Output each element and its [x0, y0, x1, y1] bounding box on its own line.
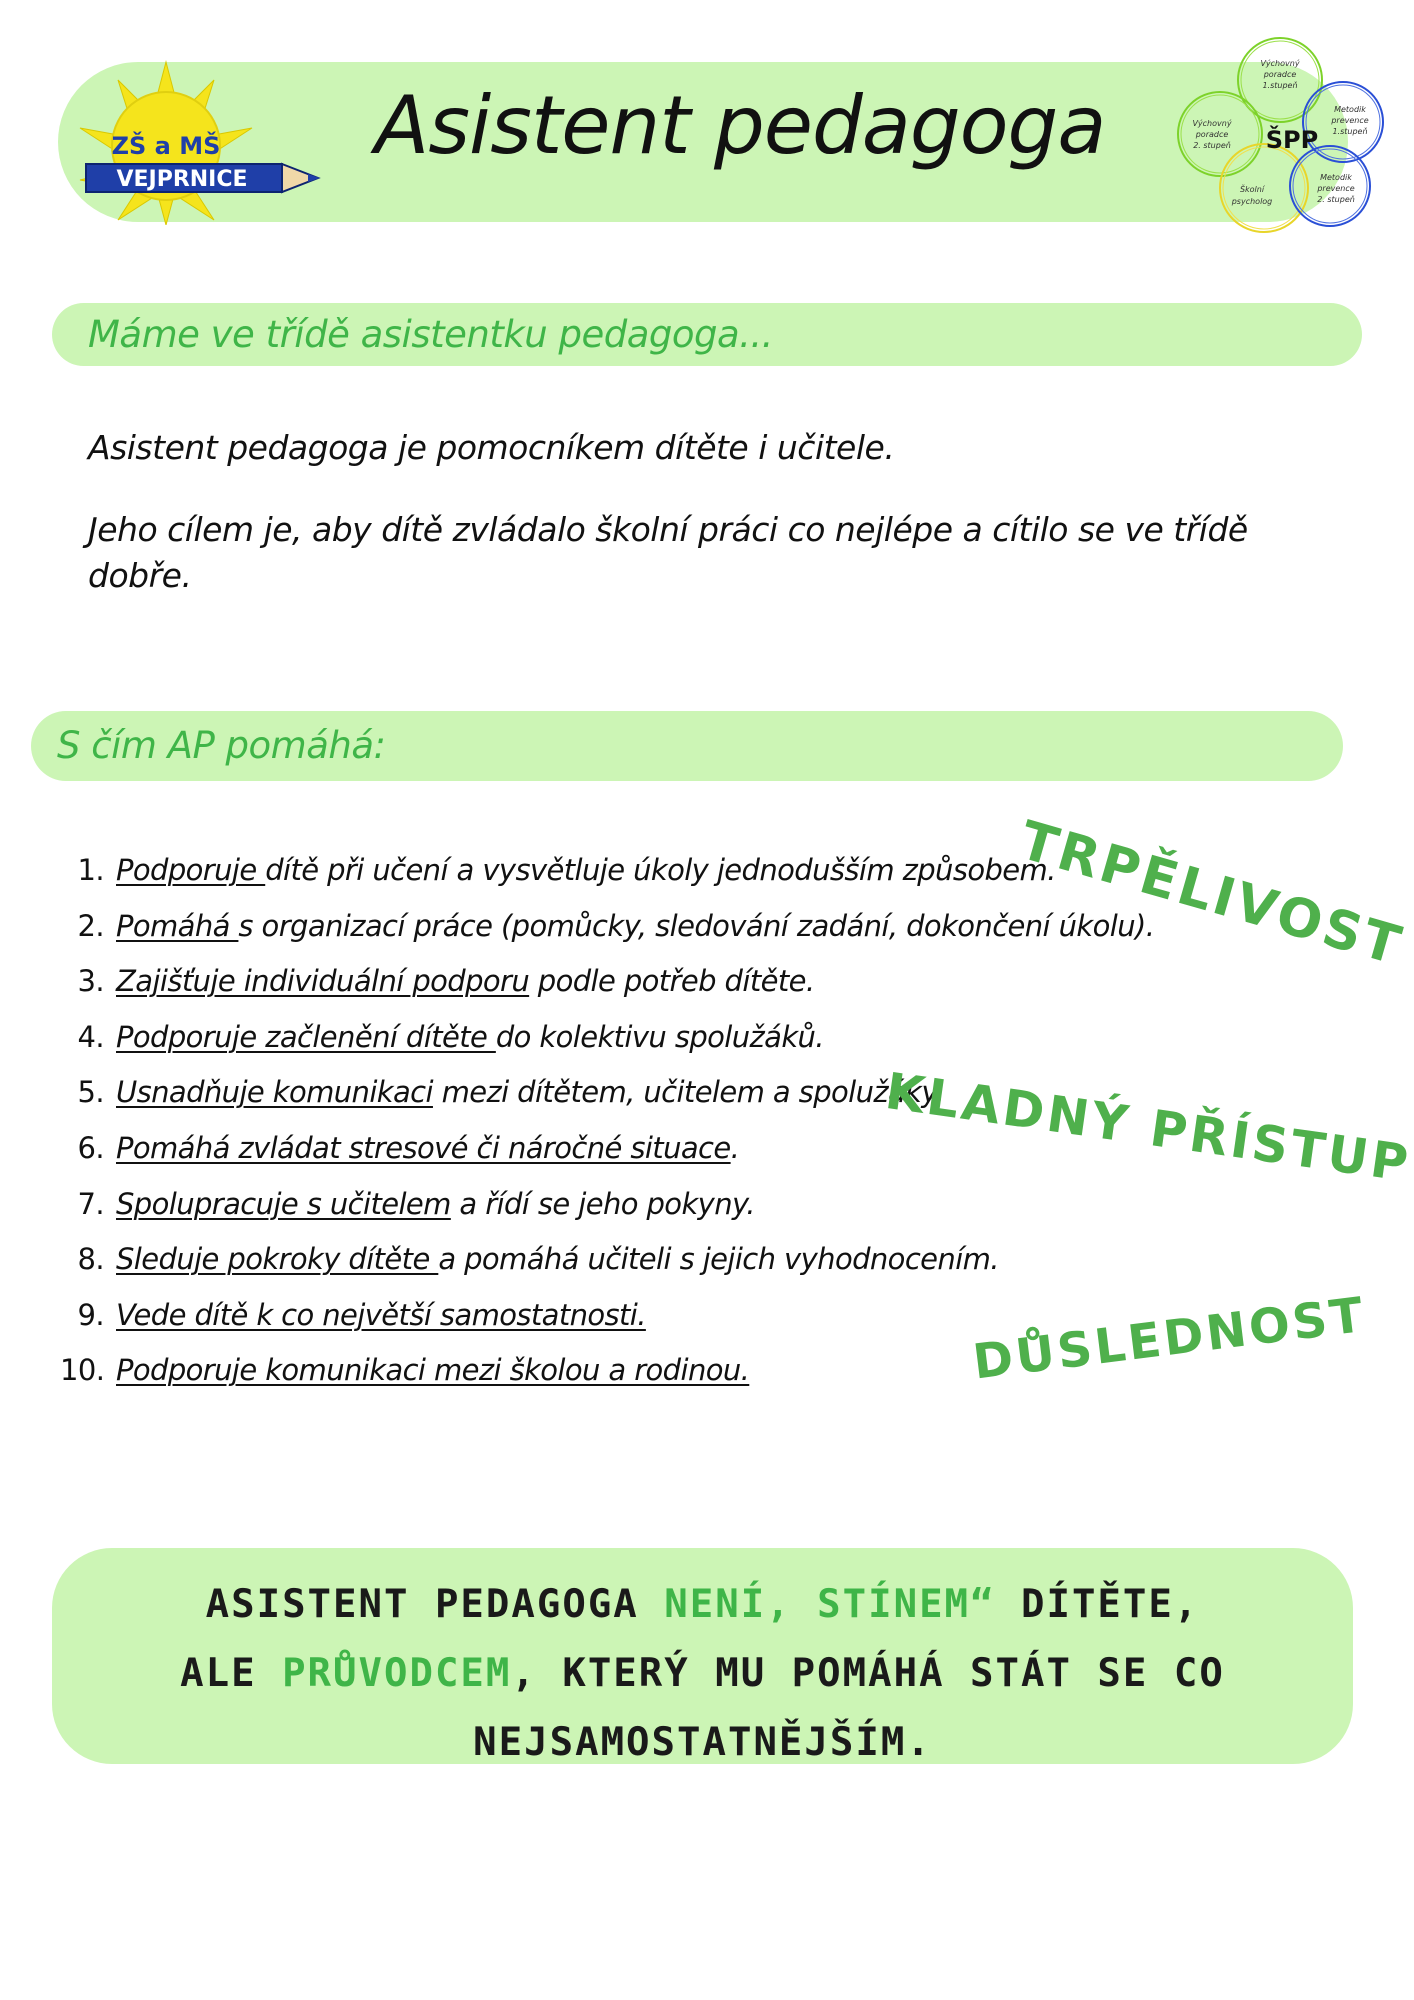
spp-label-4b: psycholog	[1231, 197, 1273, 206]
spp-label-5a: Metodik	[1320, 173, 1352, 182]
list-item-emphasis: Zajišťuje individuální podporu	[116, 964, 530, 999]
slogan-part4: ALE	[180, 1651, 283, 1696]
spp-label-2a: Metodik	[1334, 105, 1366, 114]
slogan-text	[52, 1570, 1353, 1777]
list-item-text: podle potřeb dítěte.	[529, 964, 815, 999]
spp-label-3a: Výchovný	[1192, 119, 1232, 128]
list-item	[60, 848, 1060, 904]
school-logo	[66, 60, 328, 225]
list-item	[60, 1126, 1060, 1182]
stamp-patience: TRPĚLIVOST	[1013, 810, 1410, 978]
list-item-emphasis: Podporuje komunikaci mezi školou a rodinou.	[116, 1353, 750, 1388]
stamp-positive-attitude: KLADNÝ PŘÍSTUP	[881, 1062, 1414, 1194]
help-section-header	[31, 711, 1343, 781]
list-item-emphasis: Spolupracuje s učitelem	[116, 1186, 451, 1221]
list-item-text: dítě při učení a vysvětluje úkoly jednodušším způsobem.	[265, 853, 1056, 887]
spp-label-5b: prevence	[1317, 184, 1355, 193]
list-item-emphasis: Usnadňuje komunikaci	[116, 1075, 433, 1110]
list-item-number: 4.	[77, 1019, 104, 1054]
intro-section-header	[52, 303, 1362, 366]
spp-label-5c: 2. stupeň	[1317, 195, 1355, 204]
list-item-number: 6.	[77, 1130, 104, 1165]
spp-label-3c: 2. stupeň	[1193, 141, 1231, 150]
help-heading: S čím AP pomáhá:	[57, 724, 386, 767]
intro-paragraph-1: Asistent pedagoga je pomocníkem dítěte i učitele.	[88, 428, 895, 467]
list-item-emphasis: Pomáhá	[116, 908, 239, 943]
list-item-text: a řídí se jeho pokyny.	[450, 1186, 755, 1221]
list-item-number: 9.	[77, 1297, 104, 1332]
slogan-part6: , KTERÝ MU POMÁHÁ STÁT SE CO	[511, 1651, 1225, 1696]
spp-diagram	[1168, 38, 1394, 238]
list-item-text: s organizací práce (pomůcky, sledování zadání, dokončení úkolu).	[238, 908, 1155, 943]
page-title: Asistent pedagoga	[374, 79, 1106, 172]
spp-label-3b: poradce	[1195, 130, 1229, 139]
slogan-banner	[52, 1548, 1353, 1764]
spp-label-2c: 1.stupeň	[1332, 127, 1368, 136]
list-item-emphasis: Sleduje pokroky dítěte	[116, 1242, 439, 1277]
logo-line1: ZŠ a MŠ	[111, 132, 221, 160]
list-item-number: 8.	[77, 1242, 104, 1277]
spp-center-label: ŠPP	[1265, 126, 1319, 154]
spp-label-1b: poradce	[1263, 70, 1297, 79]
list-item-text: .	[730, 1130, 740, 1165]
slogan-accent-1: NENÍ, STÍNEM“	[664, 1582, 996, 1627]
spp-label-1a: Výchovný	[1260, 59, 1300, 68]
intro-heading: Máme ve třídě asistentku pedagoga...	[88, 313, 773, 356]
spp-label-4a: Školní	[1239, 185, 1265, 194]
list-item	[60, 1348, 1060, 1404]
list-item-text: a pomáhá učiteli s jejich vyhodnocením.	[438, 1242, 999, 1277]
list-item-number: 1.	[77, 853, 104, 887]
list-item-text: mezi dítětem, učitelem a spolužáky.	[432, 1075, 945, 1110]
list-item-number: 2.	[77, 908, 104, 943]
spp-label-1c: 1.stupeň	[1262, 81, 1298, 90]
list-item	[60, 959, 1060, 1015]
intro-paragraph-2: Jeho cílem je, aby dítě zvládalo školní práci co nejlépe a cítilo se ve třídě dobře.	[88, 510, 1248, 595]
list-item	[60, 1015, 1060, 1071]
list-item	[60, 904, 1155, 960]
slogan-part1: ASISTENT PEDAGOGA	[205, 1582, 665, 1627]
list-item-emphasis: Podporuje začlenění dítěte	[116, 1019, 496, 1054]
slogan-part7: NEJSAMOSTATNĚJŠÍM.	[473, 1720, 932, 1765]
list-item-emphasis: Podporuje	[116, 853, 266, 887]
list-item-number: 10.	[60, 1353, 105, 1388]
list-item-text: do kolektivu spolužáků.	[495, 1019, 824, 1054]
logo-line2: VEJPRNICE	[116, 167, 248, 192]
list-item-emphasis: Pomáhá zvládat stresové či náročné situace	[116, 1130, 731, 1165]
slogan-part3: DÍTĚTE,	[995, 1582, 1200, 1627]
list-item	[60, 1237, 1060, 1293]
list-item-emphasis: Vede dítě k co největší samostatnosti.	[116, 1297, 646, 1332]
list-item	[60, 1182, 1060, 1238]
list-item-number: 3.	[77, 964, 104, 999]
stamp-consistency: DŮSLEDNOST	[970, 1286, 1369, 1391]
intro-text	[88, 425, 1268, 599]
list-item-number: 7.	[77, 1186, 104, 1221]
list-item	[60, 1293, 1060, 1349]
slogan-accent-2: PRŮVODCEM	[282, 1651, 512, 1696]
spp-label-2b: prevence	[1331, 116, 1369, 125]
list-item-number: 5.	[77, 1075, 104, 1110]
